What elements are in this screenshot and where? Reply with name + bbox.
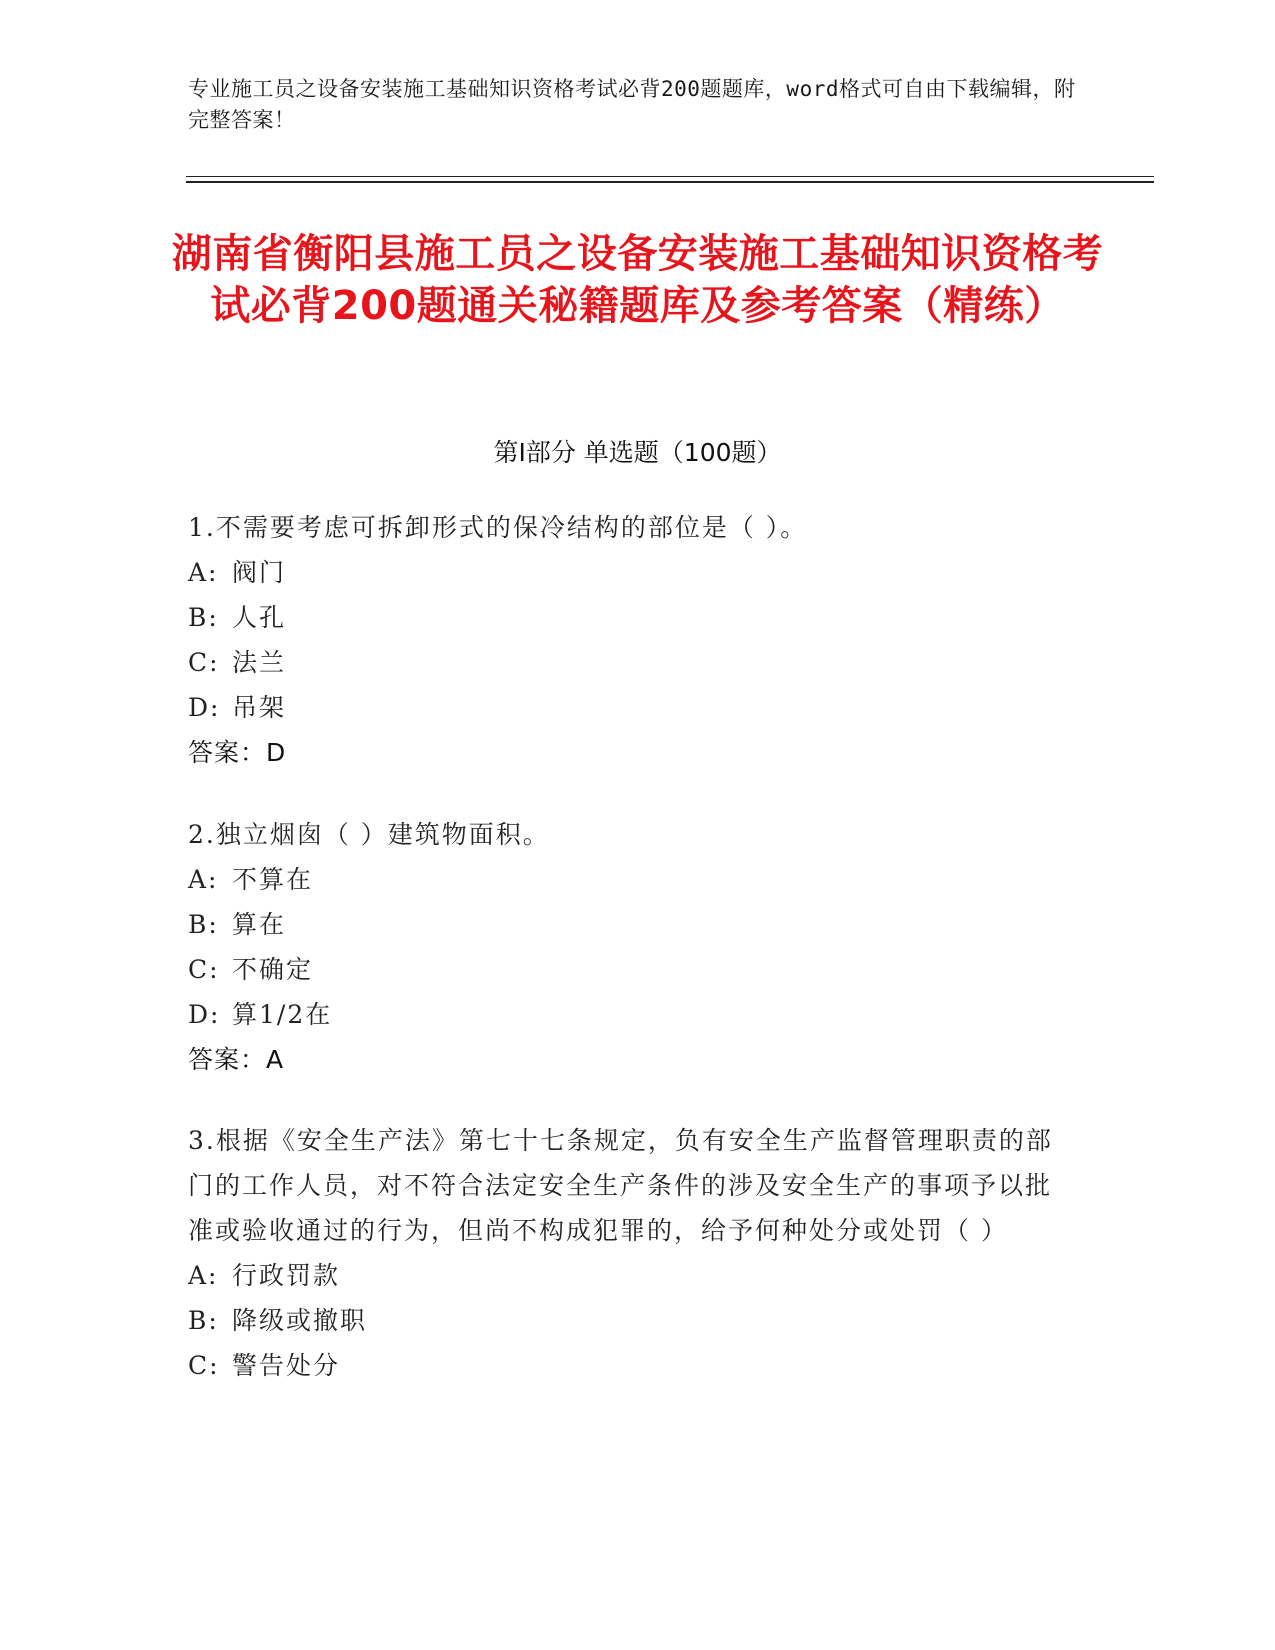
option-key: B: <box>188 1306 219 1335</box>
option-text: 算1/2在 <box>232 1000 333 1029</box>
option-a <box>188 550 1068 595</box>
option-text: 法兰 <box>232 648 287 677</box>
option-key: D: <box>188 693 221 722</box>
option-text: 不算在 <box>232 865 314 894</box>
option-key: B: <box>188 910 219 939</box>
option-text: 警告处分 <box>232 1351 341 1380</box>
option-text: 算在 <box>232 910 287 939</box>
option-d <box>188 685 1068 730</box>
option-c <box>188 1343 1068 1388</box>
option-key: A: <box>188 558 219 587</box>
option-text: 不确定 <box>232 955 314 984</box>
option-key: C: <box>188 648 220 677</box>
option-c <box>188 640 1068 685</box>
answer-label: 答案：A <box>188 1045 285 1074</box>
option-b <box>188 902 1068 947</box>
question-stem: 3.根据《安全生产法》第七十七条规定，负有安全生产监督管理职责的部门的工作人员，对不符合法定安全生产条件的涉及安全生产的事项予以批准或验收通过的行为，但尚不构成犯罪的，给予何种处分或处罚（ ） <box>188 1126 1053 1245</box>
option-a <box>188 1253 1068 1298</box>
question-2 <box>188 812 1068 1082</box>
header-rule-thin <box>186 176 1154 177</box>
option-d <box>188 992 1068 1037</box>
option-key: A: <box>188 1261 219 1290</box>
option-c <box>188 947 1068 992</box>
section-heading: 第I部分 单选题（100题） <box>493 438 782 467</box>
option-b <box>188 595 1068 640</box>
option-key: A: <box>188 865 219 894</box>
option-key: C: <box>188 1351 220 1380</box>
option-a <box>188 857 1068 902</box>
option-key: D: <box>188 1000 221 1029</box>
option-key: B: <box>188 603 219 632</box>
option-text: 阀门 <box>232 558 287 587</box>
option-text: 人孔 <box>232 603 287 632</box>
option-b <box>188 1298 1068 1343</box>
question-stem: 1.不需要考虑可拆卸形式的保冷结构的部位是（ ）。 <box>188 513 808 542</box>
option-key: C: <box>188 955 220 984</box>
question-3 <box>188 1118 1068 1388</box>
answer-label: 答案：D <box>188 738 287 767</box>
question-1 <box>188 505 1068 775</box>
header-rule-thick <box>186 181 1154 183</box>
option-text: 吊架 <box>232 693 287 722</box>
option-text: 降级或撤职 <box>232 1306 368 1335</box>
header-note: 专业施工员之设备安装施工基础知识资格考试必背200题题库，word格式可自由下载编辑，附完整答案！ <box>188 77 1076 132</box>
option-text: 行政罚款 <box>232 1261 341 1290</box>
question-stem: 2.独立烟囱（ ）建筑物面积。 <box>188 820 550 849</box>
document-title: 湖南省衡阳县施工员之设备安装施工基础知识资格考试必背200题通关秘籍题库及参考答案（精练） <box>171 231 1104 329</box>
